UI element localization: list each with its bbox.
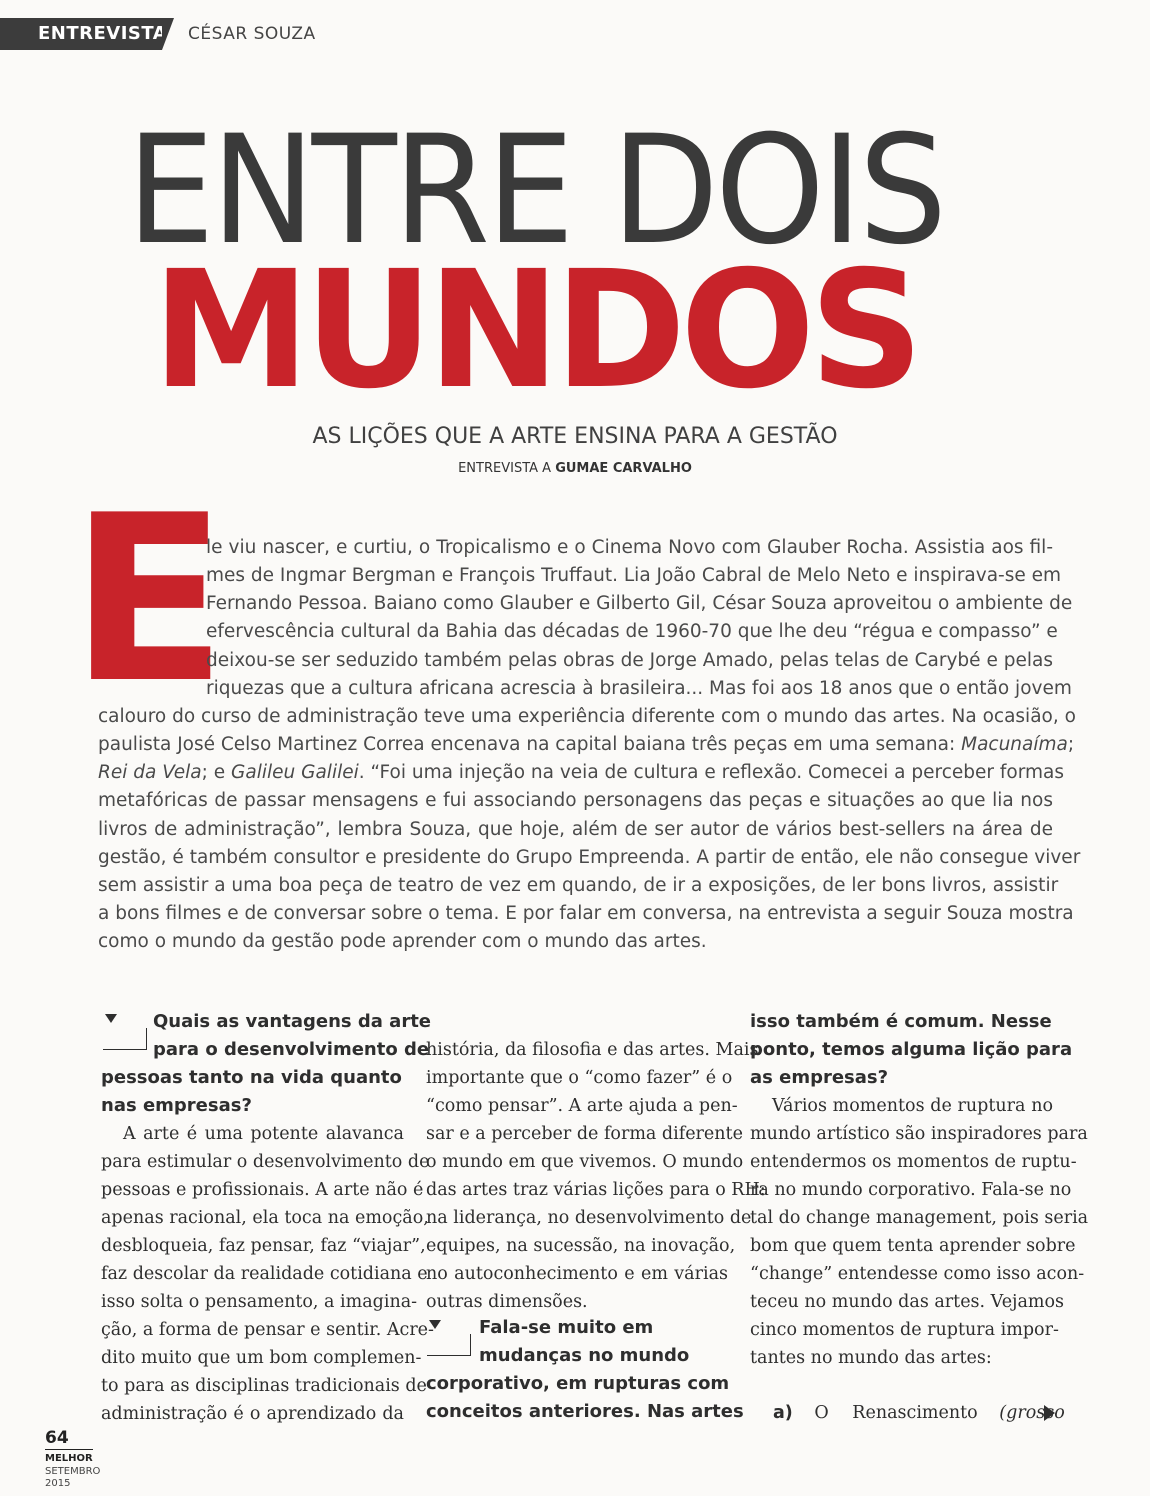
text-line: cinco momentos de ruptura impor- xyxy=(750,1320,1059,1340)
text-line: isso solta o pensamento, a imagina- xyxy=(101,1292,418,1312)
intro-line: Rei da Vela; e Galileu Galilei. “Foi uma injeção na veia de cultura e reflexão. Comecei a perceber formas xyxy=(98,762,1064,784)
text-line: Quais as vantagens da arte xyxy=(153,1011,432,1032)
list-item-a xyxy=(773,1399,1065,1427)
interviewee-name: CÉSAR SOUZA xyxy=(188,24,316,44)
text-line: dito muito que um bom complemen- xyxy=(101,1348,422,1368)
text-line: ra no mundo corporativo. Fala-se no xyxy=(750,1180,1072,1200)
text-line: na liderança, no desenvolvimento de xyxy=(426,1208,752,1228)
list-item-letter: a) xyxy=(773,1403,793,1423)
text-line: pessoas tanto na vida quanto xyxy=(101,1067,402,1088)
text-line: pessoas e profissionais. A arte não é xyxy=(101,1180,424,1200)
issue-year: 2015 xyxy=(45,1478,71,1489)
intro-line: efervescência cultural da Bahia das décadas de 1960-70 que lhe deu “régua e compasso” e xyxy=(206,621,1058,643)
text-line: sar e a perceber de forma diferente xyxy=(426,1124,743,1144)
drop-cap: E xyxy=(70,467,228,734)
text-line: das artes traz várias lições para o RH: xyxy=(426,1180,766,1200)
headline-line-2: MUNDOS xyxy=(152,237,918,425)
text-line: nas empresas? xyxy=(101,1095,252,1116)
list-item-text: O Renascimento xyxy=(814,1403,978,1423)
text-line: equipes, na sucessão, na inovação, xyxy=(426,1236,736,1256)
text-line: história, da filosofia e das artes. Mais xyxy=(426,1040,759,1060)
text-line: Fala-se muito em xyxy=(479,1317,654,1338)
intro-line: a bons filmes e de conversar sobre o tema. E por falar em conversa, na entrevista a seguir Souza mostra xyxy=(98,902,1074,924)
text-line: mudanças no mundo xyxy=(479,1345,690,1366)
intro-line: sem assistir a uma boa peça de teatro de vez em quando, de ir a exposições, de ler bons livros, assistir xyxy=(98,874,1059,896)
intro-line: paulista José Celso Martinez Correa encenava na capital baiana três peças em uma semana: Macunaíma; xyxy=(98,734,1075,756)
text-line: desbloqueia, faz pensar, faz “viajar”, xyxy=(101,1236,426,1256)
text-line: to para as disciplinas tradicionais de xyxy=(101,1376,427,1396)
text-line: corporativo, em rupturas com xyxy=(426,1373,730,1394)
text-line: faz descolar da realidade cotidiana e xyxy=(101,1264,428,1284)
text-line: para estimular o desenvolvimento de xyxy=(101,1152,430,1172)
text-line: A arte é uma potente alavanca xyxy=(123,1124,404,1144)
text-line: apenas racional, ela toca na emoção, xyxy=(101,1208,429,1228)
byline-prefix: ENTREVISTA A xyxy=(458,461,552,476)
intro-line: Fernando Pessoa. Baiano como Glauber e Gilberto Gil, César Souza aproveitou o ambiente de xyxy=(206,593,1073,615)
subtitle: AS LIÇÕES QUE A ARTE ENSINA PARA A GESTÃO xyxy=(312,424,838,449)
continue-arrow-icon xyxy=(1044,1405,1055,1421)
intro-line: livros de administração”, lembra Souza, que hoje, além de ser autor de vários best-sellers na área de xyxy=(98,818,1053,840)
intro-line: mes de Ingmar Bergman e François Truffaut. Lia João Cabral de Melo Neto e inspirava-se em xyxy=(206,565,1062,587)
text-line: bom que quem tenta aprender sobre xyxy=(750,1236,1076,1256)
text-line: outras dimensões. xyxy=(426,1292,588,1312)
text-line: o mundo em que vivemos. O mundo xyxy=(426,1152,744,1172)
magazine-name: MELHOR xyxy=(45,1453,93,1464)
text-line: as empresas? xyxy=(750,1067,889,1088)
headline-line-1: ENTRE DOIS xyxy=(126,104,944,278)
text-line: entendermos os momentos de ruptu- xyxy=(750,1152,1077,1172)
issue-month: SETEMBRO xyxy=(45,1466,101,1477)
text-line: isso também é comum. Nesse xyxy=(750,1011,1052,1032)
text-line: mundo artístico são inspiradores para xyxy=(750,1124,1088,1144)
byline-author: GUMAE CARVALHO xyxy=(555,461,692,476)
intro-line: metafóricas de passar mensagens e fui associando personagens das peças e situações ao que lia nos xyxy=(98,790,1053,812)
text-line: Vários momentos de ruptura no xyxy=(772,1096,1053,1116)
text-line: tantes no mundo das artes: xyxy=(750,1348,992,1368)
list-item-italic: (grosso xyxy=(999,1403,1065,1423)
text-line: ção, a forma de pensar e sentir. Acre- xyxy=(101,1320,434,1340)
text-line: administração é o aprendizado da xyxy=(101,1404,404,1424)
section-tab: ENTREVISTA xyxy=(0,18,162,50)
text-line: conceitos anteriores. Nas artes xyxy=(426,1401,744,1422)
text-line: importante que o “como fazer” é o xyxy=(426,1068,733,1088)
folio-divider xyxy=(45,1449,93,1450)
question-marker xyxy=(427,1318,471,1358)
text-line: “change” entendesse como isso acon- xyxy=(750,1264,1085,1284)
text-line: tal do change management, pois seria xyxy=(750,1208,1089,1228)
text-line: “como pensar”. A arte ajuda a pen- xyxy=(426,1096,738,1116)
text-line: ponto, temos alguma lição para xyxy=(750,1039,1073,1060)
question-marker xyxy=(103,1012,147,1052)
text-line: teceu no mundo das artes. Vejamos xyxy=(750,1292,1065,1312)
text-line: no autoconhecimento e em várias xyxy=(426,1264,728,1284)
intro-line: riquezas que a cultura africana acrescia à brasileira... Mas foi aos 18 anos que o então jovem xyxy=(206,677,1072,699)
intro-line: le viu nascer, e curtiu, o Tropicalismo e o Cinema Novo com Glauber Rocha. Assistia aos fil- xyxy=(206,537,1053,558)
text-line: para o desenvolvimento de xyxy=(153,1039,430,1060)
intro-line: gestão, é também consultor e presidente do Grupo Empreenda. A partir de então, ele não consegue viver xyxy=(98,846,1081,868)
intro-line: deixou-se ser seduzido também pelas obras de Jorge Amado, pelas telas de Carybé e pelas xyxy=(206,649,1053,671)
intro-line: como o mundo da gestão pode aprender com o mundo das artes. xyxy=(98,931,707,953)
intro-line: calouro do curso de administração teve uma experiência diferente com o mundo das artes. Na ocasião, o xyxy=(98,705,1076,727)
page-number: 64 xyxy=(45,1428,69,1448)
